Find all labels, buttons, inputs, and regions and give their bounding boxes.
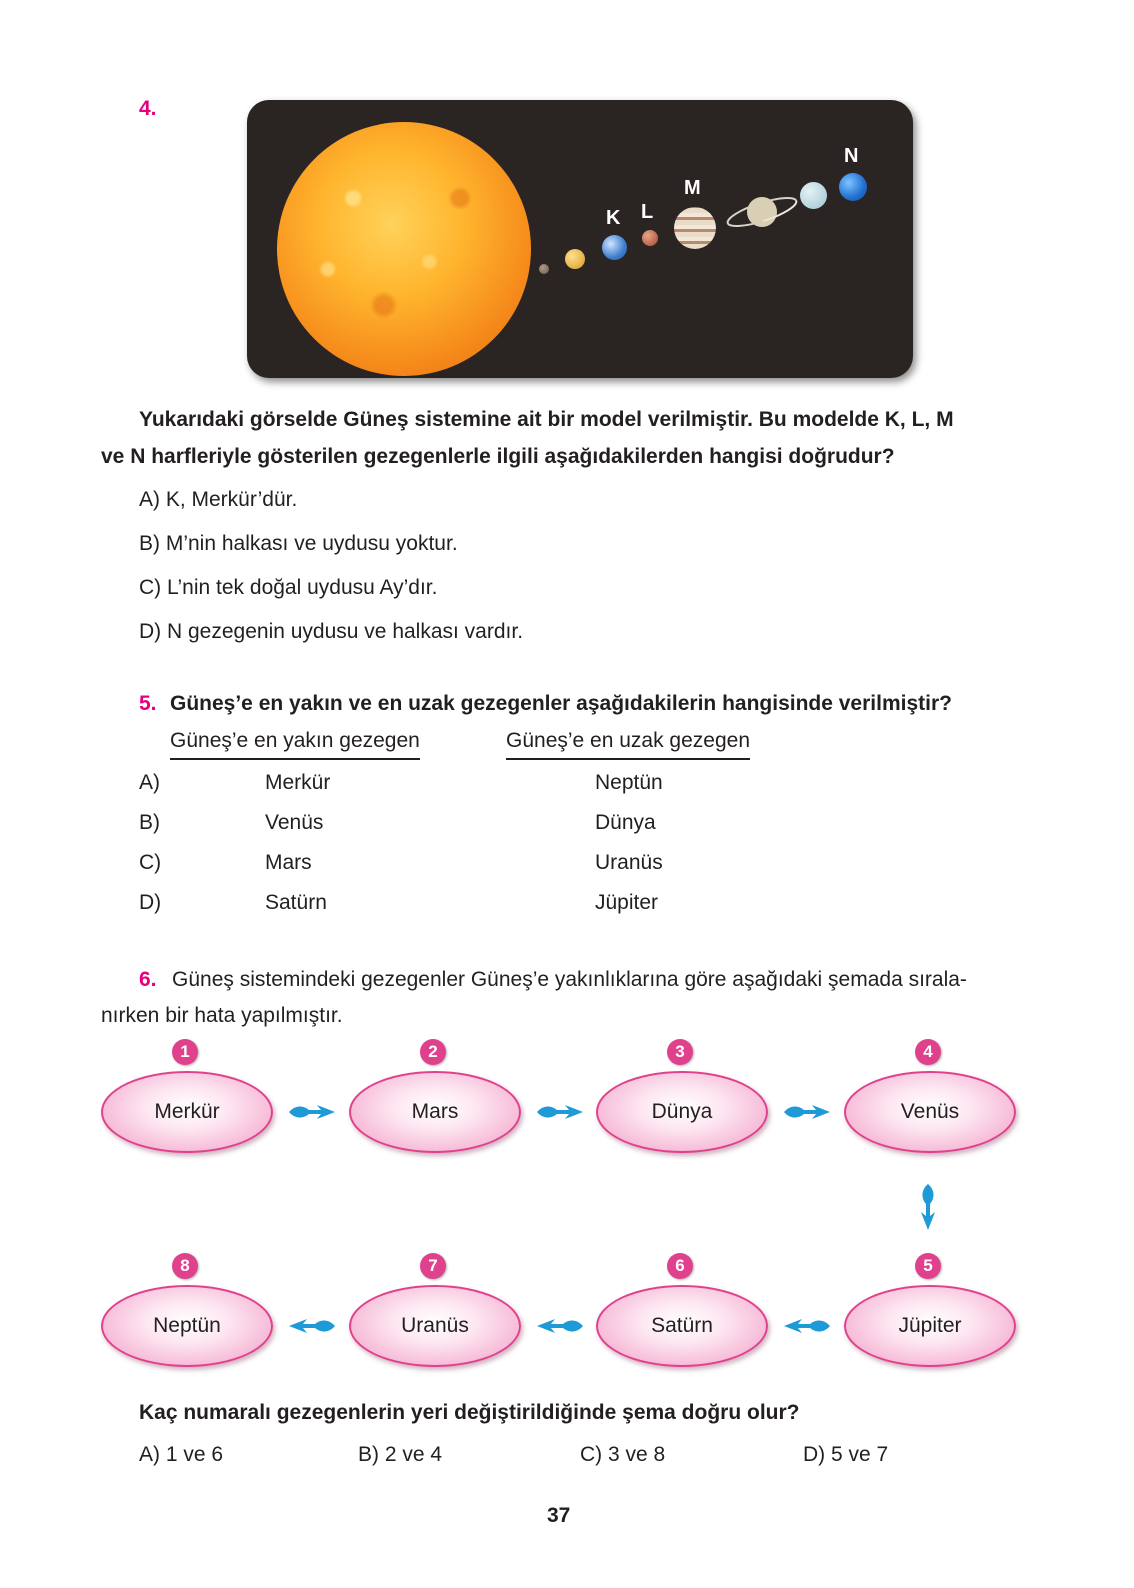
question-5-option-b-letter[interactable]: B) — [139, 811, 160, 834]
question-5-option-c-farthest: Uranüs — [595, 851, 663, 874]
arrow-left-icon — [287, 1317, 337, 1335]
arrow-right-icon — [782, 1103, 832, 1121]
planet-saturn-graphic — [722, 192, 802, 232]
label-n: N — [844, 145, 859, 167]
question-5-option-c-nearest: Mars — [265, 851, 312, 874]
arrow-right-icon — [287, 1103, 337, 1121]
column-header-nearest: Güneş’e en yakın gezegen — [170, 726, 420, 760]
question-6-option-c[interactable]: C) 3 ve 8 — [580, 1443, 666, 1466]
planet-node-1: Merkür — [101, 1071, 273, 1153]
planet-node-8: Neptün — [101, 1285, 273, 1367]
question-5-option-c-letter[interactable]: C) — [139, 851, 162, 874]
label-m: M — [684, 177, 701, 199]
question-5-option-d-nearest: Satürn — [265, 891, 327, 914]
question-6-prompt: Kaç numaralı gezegenlerin yeri değiştirildiğinde şema doğru olur? — [139, 1401, 800, 1424]
arrow-left-icon — [535, 1317, 585, 1335]
question-5-option-a-farthest: Neptün — [595, 771, 663, 794]
solar-system-image — [247, 100, 913, 378]
planet-l-graphic — [642, 230, 658, 246]
step-badge-1: 1 — [172, 1039, 198, 1065]
label-k: K — [606, 207, 621, 229]
label-l: L — [641, 201, 654, 223]
question-4-stem-line1: Yukarıdaki görselde Güneş sistemine ait bir model verilmiştir. Bu modelde K, L, M — [139, 408, 954, 431]
question-4-option-d[interactable]: D) N gezegenin uydusu ve halkası vardır. — [139, 620, 524, 643]
step-badge-8: 8 — [172, 1253, 198, 1279]
question-6-option-d[interactable]: D) 5 ve 7 — [803, 1443, 889, 1466]
planet-node-4: Venüs — [844, 1071, 1016, 1153]
question-5-option-a-letter[interactable]: A) — [139, 771, 160, 794]
step-badge-6: 6 — [667, 1253, 693, 1279]
question-4-stem-line2: ve N harfleriyle gösterilen gezegenlerle ilgili aşağıdakilerden hangisi doğrudur? — [101, 445, 895, 468]
question-5-option-b-farthest: Dünya — [595, 811, 656, 834]
arrow-left-icon — [782, 1317, 832, 1335]
question-5-option-d-letter[interactable]: D) — [139, 891, 162, 914]
planet-node-3: Dünya — [596, 1071, 768, 1153]
planet-node-2: Mars — [349, 1071, 521, 1153]
step-badge-2: 2 — [420, 1039, 446, 1065]
question-6-option-a[interactable]: A) 1 ve 6 — [139, 1443, 224, 1466]
question-5-option-b-nearest: Venüs — [265, 811, 324, 834]
planet-node-5: Jüpiter — [844, 1285, 1016, 1367]
question-4-option-c[interactable]: C) L’nin tek doğal uydusu Ay’dır. — [139, 576, 438, 599]
step-badge-4: 4 — [915, 1039, 941, 1065]
planet-m-graphic — [674, 207, 716, 249]
question-4-option-a[interactable]: A) K, Merkür’dür. — [139, 488, 298, 511]
question-6-stem-line2: nırken bir hata yapılmıştır. — [101, 1004, 343, 1027]
step-badge-7: 7 — [420, 1253, 446, 1279]
planet-n-graphic — [839, 173, 867, 201]
question-5-stem: Güneş’e en yakın ve en uzak gezegenler aşağıdakilerin hangisinde verilmiştir? — [170, 692, 952, 715]
planet-uranus-graphic — [800, 182, 827, 209]
question-4-option-b[interactable]: B) M’nin halkası ve uydusu yoktur. — [139, 532, 458, 555]
arrow-down-icon — [919, 1182, 937, 1232]
question-4-number: 4. — [139, 97, 157, 120]
question-6-option-b[interactable]: B) 2 ve 4 — [358, 1443, 443, 1466]
planet-node-6: Satürn — [596, 1285, 768, 1367]
planet-k-graphic — [602, 235, 627, 260]
question-5-option-d-farthest: Jüpiter — [595, 891, 659, 914]
column-header-farthest: Güneş’e en uzak gezegen — [506, 726, 750, 760]
question-6-stem-line1: Güneş sistemindeki gezegenler Güneş’e yakınlıklarına göre aşağıdaki şemada sırala- — [172, 968, 967, 991]
question-5-number: 5. — [139, 692, 157, 715]
planet-venus-graphic — [565, 249, 585, 269]
step-badge-3: 3 — [667, 1039, 693, 1065]
page-number: 37 — [547, 1504, 571, 1527]
planet-mercury-graphic — [539, 264, 549, 274]
question-5-option-a-nearest: Merkür — [265, 771, 331, 794]
step-badge-5: 5 — [915, 1253, 941, 1279]
planet-node-7: Uranüs — [349, 1285, 521, 1367]
arrow-right-icon — [535, 1103, 585, 1121]
question-6-number: 6. — [139, 968, 157, 991]
